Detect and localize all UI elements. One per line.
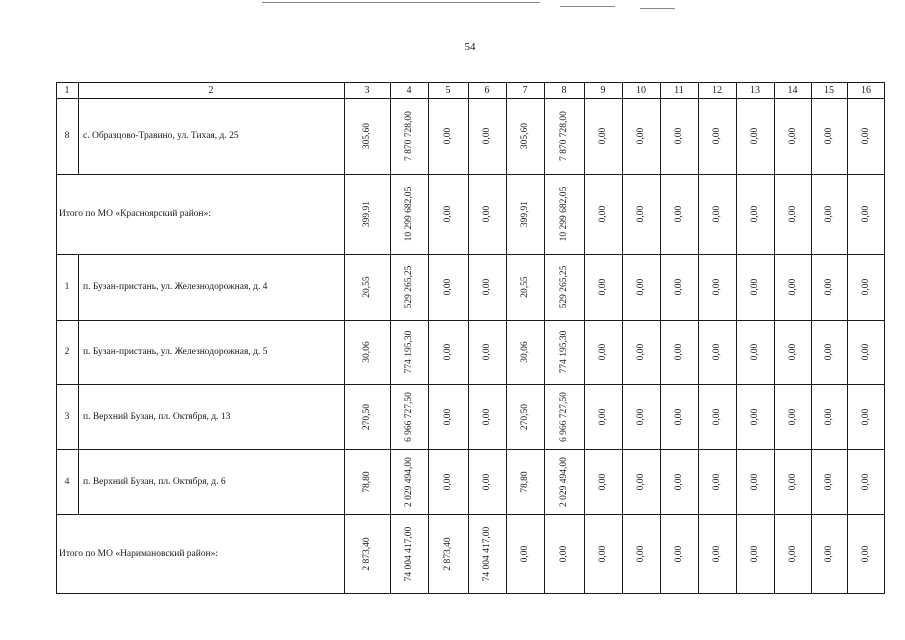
scan-artifact-line <box>640 8 675 9</box>
value-cell <box>544 514 584 594</box>
value-text: 7 870 728,00 <box>404 111 414 161</box>
value-text: 0,00 <box>787 343 798 361</box>
value-text: 0,00 <box>482 127 492 145</box>
value-cell <box>698 320 736 384</box>
value-text: 0,00 <box>674 127 684 145</box>
value-cell <box>468 384 506 449</box>
value-text: 0,00 <box>787 545 798 563</box>
value-text: 78,80 <box>520 470 530 493</box>
value-text: 0,00 <box>824 473 834 490</box>
value-text: 0,00 <box>443 205 453 223</box>
grid-line-horizontal <box>56 514 885 515</box>
grid-line-vertical <box>468 82 469 594</box>
value-text: 0,00 <box>674 343 684 361</box>
value-text: 7 870 728,00 <box>559 111 569 161</box>
grid-line-vertical <box>811 82 812 594</box>
value-text: 0,00 <box>712 408 722 425</box>
value-text: 0,00 <box>787 278 798 296</box>
address-cell: п. Бузан-пристань, ул. Железнодорожная, д. 5 <box>83 347 268 357</box>
value-cell <box>736 384 774 449</box>
value-cell <box>698 384 736 449</box>
value-cell <box>584 174 622 254</box>
value-cell <box>390 320 428 384</box>
value-text: 774 195,30 <box>559 330 569 374</box>
value-text: 0,00 <box>520 545 530 563</box>
grid-line-vertical <box>428 82 429 594</box>
value-cell <box>622 98 660 174</box>
value-cell <box>811 514 847 594</box>
grid-line-vertical <box>56 82 57 594</box>
value-text: 0,00 <box>598 545 608 563</box>
value-text: 20,55 <box>520 276 530 298</box>
value-cell <box>468 174 506 254</box>
value-cell <box>622 384 660 449</box>
value-cell <box>811 98 847 174</box>
column-header: 11 <box>674 84 684 96</box>
value-cell <box>428 174 468 254</box>
value-text: 0,00 <box>861 127 871 145</box>
value-text: 0,00 <box>598 343 608 361</box>
value-text: 0,00 <box>674 278 684 296</box>
column-header: 14 <box>787 84 798 96</box>
grid-line-vertical <box>78 254 79 320</box>
value-text: 529 265,25 <box>559 265 569 309</box>
address-cell: п. Бузан-пристань, ул. Железнодорожная, д. 4 <box>83 282 268 292</box>
value-cell <box>506 174 544 254</box>
value-cell <box>390 98 428 174</box>
value-text: 0,00 <box>861 278 871 296</box>
value-text: 0,00 <box>674 408 684 425</box>
row-number: 8 <box>64 131 70 141</box>
value-text: 0,00 <box>750 545 760 563</box>
grid-line-vertical <box>78 98 79 174</box>
value-text: 0,00 <box>482 343 492 361</box>
value-text: 0,00 <box>636 343 646 361</box>
column-header: 7 <box>522 84 528 96</box>
value-text: 0,00 <box>598 473 608 490</box>
grid-line-horizontal <box>56 98 885 99</box>
value-text: 0,00 <box>750 205 760 223</box>
value-cell <box>468 514 506 594</box>
row-number: 4 <box>64 476 70 487</box>
value-cell <box>698 174 736 254</box>
value-cell <box>774 384 811 449</box>
value-cell <box>811 174 847 254</box>
value-text: 0,00 <box>482 278 492 296</box>
value-text: 2 873,40 <box>443 537 453 571</box>
value-cell <box>811 449 847 514</box>
value-text: 0,00 <box>824 278 834 296</box>
value-cell <box>506 514 544 594</box>
value-cell <box>774 98 811 174</box>
value-cell <box>660 174 698 254</box>
value-text: 78,80 <box>362 470 372 493</box>
value-text: 6 966 727,50 <box>559 391 569 442</box>
value-cell <box>622 174 660 254</box>
value-cell <box>736 449 774 514</box>
value-text: 20,55 <box>362 276 372 298</box>
grid-line-vertical <box>698 82 699 594</box>
value-cell <box>584 98 622 174</box>
value-text: 0,00 <box>712 127 722 145</box>
value-text: 10 299 682,05 <box>404 186 414 242</box>
value-cell <box>344 320 390 384</box>
column-header: 1 <box>64 84 70 96</box>
value-text: 2 029 494,00 <box>404 456 414 507</box>
value-text: 6 966 727,50 <box>404 391 414 442</box>
value-text: 305,60 <box>520 122 530 150</box>
value-text: 0,00 <box>824 127 834 145</box>
value-text: 10 299 682,05 <box>559 186 569 242</box>
value-text: 2 029 494,00 <box>559 456 569 507</box>
value-cell <box>468 98 506 174</box>
grid-line-horizontal <box>56 254 885 255</box>
value-text: 305,60 <box>362 122 372 150</box>
value-cell <box>660 320 698 384</box>
value-text: 0,00 <box>787 127 798 145</box>
value-cell <box>344 98 390 174</box>
value-cell <box>847 514 885 594</box>
column-header: 12 <box>712 84 722 96</box>
grid-line-vertical <box>544 82 545 594</box>
value-text: 0,00 <box>750 127 760 145</box>
column-header: 4 <box>406 84 412 96</box>
value-cell <box>506 449 544 514</box>
value-cell <box>698 449 736 514</box>
value-text: 0,00 <box>482 473 492 490</box>
value-cell <box>774 320 811 384</box>
grid-line-horizontal <box>56 384 885 385</box>
column-header: 13 <box>750 84 760 96</box>
grid-line-vertical <box>78 449 79 514</box>
value-cell <box>390 254 428 320</box>
value-cell <box>544 449 584 514</box>
address-cell: с. Образцово-Травино, ул. Тихая, д. 25 <box>83 131 239 141</box>
value-text: 0,00 <box>750 343 760 361</box>
grid-line-vertical <box>78 384 79 449</box>
value-cell <box>622 320 660 384</box>
value-cell <box>774 514 811 594</box>
value-cell <box>811 320 847 384</box>
value-text: 0,00 <box>636 127 646 145</box>
value-text: 0,00 <box>712 343 722 361</box>
page-number: 54 <box>464 41 476 53</box>
subtotal-label: Итого по МО «Наримановский район»: <box>59 549 219 559</box>
column-header: 8 <box>561 84 567 96</box>
grid-line-horizontal <box>56 174 885 175</box>
value-text: 0,00 <box>636 278 646 296</box>
value-text: 0,00 <box>443 127 453 145</box>
column-header: 16 <box>861 84 871 96</box>
value-text: 0,00 <box>443 473 453 490</box>
grid-line-horizontal <box>56 593 885 594</box>
value-text: 0,00 <box>861 473 871 490</box>
value-text: 0,00 <box>598 408 608 425</box>
value-cell <box>811 384 847 449</box>
value-cell <box>428 384 468 449</box>
value-text: 2 873,40 <box>362 537 372 571</box>
scan-artifact-line <box>560 6 615 7</box>
value-text: 0,00 <box>824 205 834 223</box>
value-cell <box>428 320 468 384</box>
row-number: 1 <box>64 282 70 292</box>
value-cell <box>344 384 390 449</box>
value-text: 0,00 <box>636 473 646 490</box>
value-text: 0,00 <box>712 278 722 296</box>
address-cell: п. Верхний Бузан, пл. Октября, д. 13 <box>83 411 231 422</box>
column-header: 5 <box>445 84 451 96</box>
value-text: 74 004 417,00 <box>404 526 414 582</box>
value-cell <box>506 98 544 174</box>
value-cell <box>544 254 584 320</box>
value-cell <box>847 254 885 320</box>
value-text: 270,50 <box>520 403 530 430</box>
column-header: 10 <box>636 84 646 96</box>
value-text: 30,06 <box>362 341 372 363</box>
value-cell <box>698 98 736 174</box>
value-text: 0,00 <box>750 278 760 296</box>
address-cell: п. Верхний Бузан, пл. Октября, д. 6 <box>83 476 226 487</box>
value-cell <box>544 320 584 384</box>
value-cell <box>506 254 544 320</box>
grid-line-vertical <box>78 82 79 98</box>
value-text: 0,00 <box>598 127 608 145</box>
grid-line-vertical <box>660 82 661 594</box>
value-text: 0,00 <box>712 473 722 490</box>
value-text: 0,00 <box>750 473 760 490</box>
value-text: 0,00 <box>824 408 834 425</box>
value-cell <box>774 174 811 254</box>
value-cell <box>506 320 544 384</box>
grid-line-horizontal <box>56 449 885 450</box>
value-text: 0,00 <box>861 408 871 425</box>
grid-line-vertical <box>774 82 775 594</box>
value-cell <box>660 254 698 320</box>
value-cell <box>736 320 774 384</box>
value-cell <box>468 320 506 384</box>
value-text: 529 265,25 <box>404 265 414 309</box>
value-cell <box>428 449 468 514</box>
column-header: 15 <box>824 84 834 96</box>
value-cell <box>660 98 698 174</box>
value-text: 0,00 <box>559 545 569 563</box>
grid-line-vertical <box>622 82 623 594</box>
value-text: 0,00 <box>443 343 453 361</box>
column-header: 3 <box>364 84 370 96</box>
subtotal-label: Итого по МО «Красноярский район»: <box>59 209 212 219</box>
value-text: 0,00 <box>482 408 492 425</box>
value-cell <box>736 98 774 174</box>
value-text: 0,00 <box>824 343 834 361</box>
column-header: 9 <box>600 84 606 96</box>
value-cell <box>622 254 660 320</box>
value-cell <box>390 384 428 449</box>
value-cell <box>428 514 468 594</box>
value-text: 30,06 <box>520 341 530 363</box>
value-text: 0,00 <box>598 278 608 296</box>
value-text: 0,00 <box>636 205 646 223</box>
value-cell <box>847 320 885 384</box>
grid-line-vertical <box>584 82 585 594</box>
value-text: 0,00 <box>443 278 453 296</box>
value-cell <box>428 98 468 174</box>
value-text: 0,00 <box>636 408 646 425</box>
value-cell <box>468 254 506 320</box>
value-cell <box>584 254 622 320</box>
value-text: 0,00 <box>861 545 871 563</box>
value-text: 0,00 <box>787 408 798 425</box>
grid-line-horizontal <box>56 82 885 83</box>
column-header: 2 <box>208 84 214 96</box>
value-cell <box>544 174 584 254</box>
column-header: 6 <box>484 84 490 96</box>
value-cell <box>811 254 847 320</box>
value-text: 774 195,30 <box>404 330 414 374</box>
value-text: 0,00 <box>636 545 646 563</box>
value-cell <box>428 254 468 320</box>
value-cell <box>584 320 622 384</box>
value-cell <box>584 514 622 594</box>
grid-line-vertical <box>736 82 737 594</box>
value-cell <box>660 514 698 594</box>
value-cell <box>584 449 622 514</box>
value-cell <box>847 98 885 174</box>
value-cell <box>390 174 428 254</box>
value-text: 0,00 <box>712 545 722 563</box>
value-text: 74 004 417,00 <box>482 526 492 582</box>
value-text: 0,00 <box>674 205 684 223</box>
value-cell <box>390 449 428 514</box>
value-text: 0,00 <box>443 408 453 425</box>
value-cell <box>344 514 390 594</box>
value-text: 0,00 <box>482 205 492 223</box>
row-number: 2 <box>64 347 70 357</box>
value-cell <box>344 254 390 320</box>
value-text: 0,00 <box>674 473 684 490</box>
value-cell <box>774 254 811 320</box>
grid-line-vertical <box>506 82 507 594</box>
value-cell <box>468 449 506 514</box>
value-cell <box>622 514 660 594</box>
value-cell <box>660 384 698 449</box>
value-cell <box>847 384 885 449</box>
value-cell <box>544 98 584 174</box>
value-cell <box>584 384 622 449</box>
value-cell <box>774 449 811 514</box>
value-cell <box>698 254 736 320</box>
value-cell <box>622 449 660 514</box>
value-text: 0,00 <box>598 205 608 223</box>
value-text: 399,91 <box>520 200 530 228</box>
value-text: 0,00 <box>787 473 798 490</box>
value-cell <box>847 449 885 514</box>
value-text: 0,00 <box>861 205 871 223</box>
grid-line-vertical <box>78 320 79 384</box>
value-cell <box>736 174 774 254</box>
value-cell <box>698 514 736 594</box>
value-cell <box>736 514 774 594</box>
value-text: 0,00 <box>750 408 760 425</box>
grid-line-vertical <box>884 82 885 594</box>
value-text: 0,00 <box>712 205 722 223</box>
value-text: 270,50 <box>362 403 372 430</box>
value-cell <box>344 449 390 514</box>
grid-line-vertical <box>344 82 345 594</box>
value-text: 0,00 <box>674 545 684 563</box>
value-cell <box>847 174 885 254</box>
scan-artifact-line <box>262 2 540 3</box>
row-number: 3 <box>64 411 70 422</box>
data-table <box>56 82 885 594</box>
grid-line-vertical <box>390 82 391 594</box>
grid-line-vertical <box>847 82 848 594</box>
value-text: 399,91 <box>362 200 372 228</box>
value-text: 0,00 <box>787 205 798 223</box>
value-cell <box>736 254 774 320</box>
value-cell <box>344 174 390 254</box>
value-cell <box>506 384 544 449</box>
value-cell <box>390 514 428 594</box>
value-cell <box>660 449 698 514</box>
value-cell <box>544 384 584 449</box>
value-text: 0,00 <box>861 343 871 361</box>
grid-line-horizontal <box>56 320 885 321</box>
value-text: 0,00 <box>824 545 834 563</box>
